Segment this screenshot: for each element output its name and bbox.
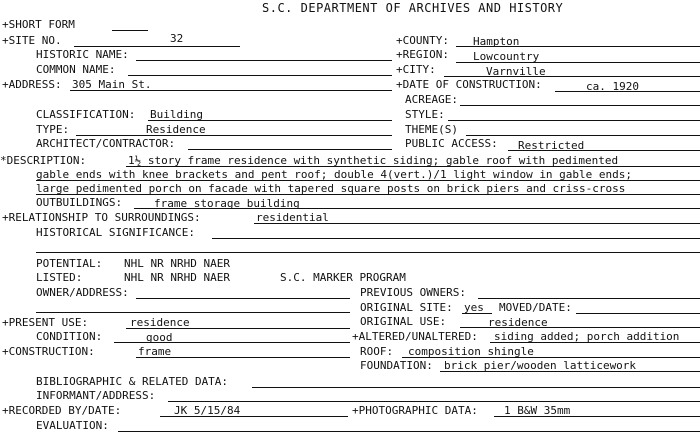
theme-label: THEME(S)	[405, 123, 458, 136]
roof-label: ROOF:	[360, 345, 394, 358]
site-no-value: 32	[170, 32, 184, 45]
altered-label: +ALTERED/UNALTERED:	[352, 330, 478, 343]
relationship-value: residential	[256, 211, 329, 224]
altered-value: siding added; porch addition	[494, 330, 680, 343]
historic-name-label: HISTORIC NAME:	[36, 48, 129, 61]
evaluation-label: EVALUATION:	[36, 419, 109, 432]
description-line-3: large pedimented porch on facade with tapered square posts on brick piers and criss-cross	[36, 182, 626, 195]
type-label: TYPE:	[36, 123, 70, 136]
short-form-line	[112, 30, 148, 31]
informant-line	[168, 401, 700, 402]
owner-line	[136, 298, 350, 299]
address-line	[70, 90, 392, 91]
recorded-label: +RECORDED BY/DATE:	[2, 404, 122, 417]
theme-line	[466, 135, 700, 136]
bibliographic-line	[252, 387, 700, 388]
historical-significance-line	[212, 238, 700, 239]
description-rule-1	[126, 166, 700, 167]
marker-program-label: S.C. MARKER PROGRAM	[280, 271, 406, 284]
county-value: Hampton	[473, 35, 520, 48]
historical-significance-label: HISTORICAL SIGNIFICANCE:	[36, 226, 195, 239]
common-name-line	[128, 75, 392, 76]
recorded-value: JK 5/15/84	[174, 404, 241, 417]
style-label: STYLE:	[405, 108, 445, 121]
bibliographic-label: BIBLIOGRAPHIC & RELATED DATA:	[36, 375, 229, 388]
original-site-value: yes	[464, 301, 484, 314]
moved-line	[576, 313, 700, 314]
address-value: 305 Main St.	[72, 78, 152, 91]
style-line	[448, 120, 700, 121]
photographic-value: 1 B&W 35mm	[504, 404, 571, 417]
type-line	[76, 135, 392, 136]
construction-value: frame	[138, 345, 172, 358]
description-rule-3	[36, 194, 700, 195]
classification-line	[148, 120, 392, 121]
description-line-1: 1½ story frame residence with synthetic siding; gable roof with pedimented	[128, 154, 619, 167]
moved-label: MOVED/DATE:	[499, 301, 572, 314]
region-value: Lowcountry	[473, 50, 540, 63]
description-label: *DESCRIPTION:	[0, 154, 87, 167]
outbuildings-label: OUTBUILDINGS:	[36, 196, 123, 209]
description-rule-2	[36, 180, 700, 181]
condition-label: CONDITION:	[36, 330, 103, 343]
date-label: +DATE OF CONSTRUCTION:	[396, 78, 542, 91]
historical-significance-line-2	[36, 252, 700, 253]
architect-line	[188, 149, 392, 150]
county-label: +COUNTY:	[396, 34, 449, 47]
outbuildings-value: frame storage building	[154, 197, 300, 210]
city-value: Varnville	[486, 65, 546, 78]
present-use-value: residence	[130, 316, 190, 329]
historic-name-line	[136, 60, 392, 61]
listed-options: NHL NR NRHD NAER	[124, 271, 230, 284]
architect-label: ARCHITECT/CONTRACTOR:	[36, 137, 176, 150]
original-use-value: residence	[488, 316, 548, 329]
condition-value: good	[146, 331, 173, 344]
previous-owners-line	[478, 298, 700, 299]
owner-line-2	[36, 312, 350, 313]
original-use-label: ORIGINAL USE:	[360, 315, 447, 328]
owner-label: OWNER/ADDRESS:	[36, 286, 129, 299]
acreage-line	[460, 105, 700, 106]
foundation-label: FOUNDATION:	[360, 359, 433, 372]
city-line	[444, 76, 700, 77]
date-value: ca. 1920	[586, 80, 639, 93]
region-label: +REGION:	[396, 48, 449, 61]
foundation-value: brick pier/wooden latticework	[444, 359, 637, 372]
evaluation-line	[118, 431, 700, 432]
common-name-label: COMMON NAME:	[36, 63, 116, 76]
informant-label: INFORMANT/ADDRESS:	[36, 389, 156, 402]
public-access-value: Restricted	[518, 139, 585, 152]
listed-label: LISTED:	[36, 271, 83, 284]
address-label: +ADDRESS:	[2, 78, 62, 91]
relationship-label: +RELATIONSHIP TO SURROUNDINGS:	[2, 211, 201, 224]
short-form-label: +SHORT FORM	[2, 18, 75, 31]
original-site-label: ORIGINAL SITE:	[360, 301, 453, 314]
acreage-label: ACREAGE:	[405, 93, 458, 106]
roof-value: composition shingle	[408, 345, 534, 358]
public-access-label: PUBLIC ACCESS:	[405, 137, 498, 150]
description-line-2: gable ends with knee brackets and pent roof; double 4(vert.)/1 light window in gable ends;	[36, 168, 633, 181]
present-use-label: +PRESENT USE:	[2, 316, 89, 329]
page-title: S.C. DEPARTMENT OF ARCHIVES AND HISTORY	[262, 1, 564, 15]
potential-label: POTENTIAL:	[36, 257, 103, 270]
potential-options: NHL NR NRHD NAER	[124, 257, 230, 270]
type-value: Residence	[146, 123, 206, 136]
construction-label: +CONSTRUCTION:	[2, 345, 95, 358]
previous-owners-label: PREVIOUS OWNERS:	[360, 286, 466, 299]
photographic-label: +PHOTOGRAPHIC DATA:	[352, 404, 478, 417]
classification-value: Building	[150, 108, 203, 121]
site-no-label: +SITE NO.	[2, 34, 62, 47]
classification-label: CLASSIFICATION:	[36, 108, 136, 121]
city-label: +CITY:	[396, 63, 436, 76]
site-no-line	[74, 46, 240, 47]
